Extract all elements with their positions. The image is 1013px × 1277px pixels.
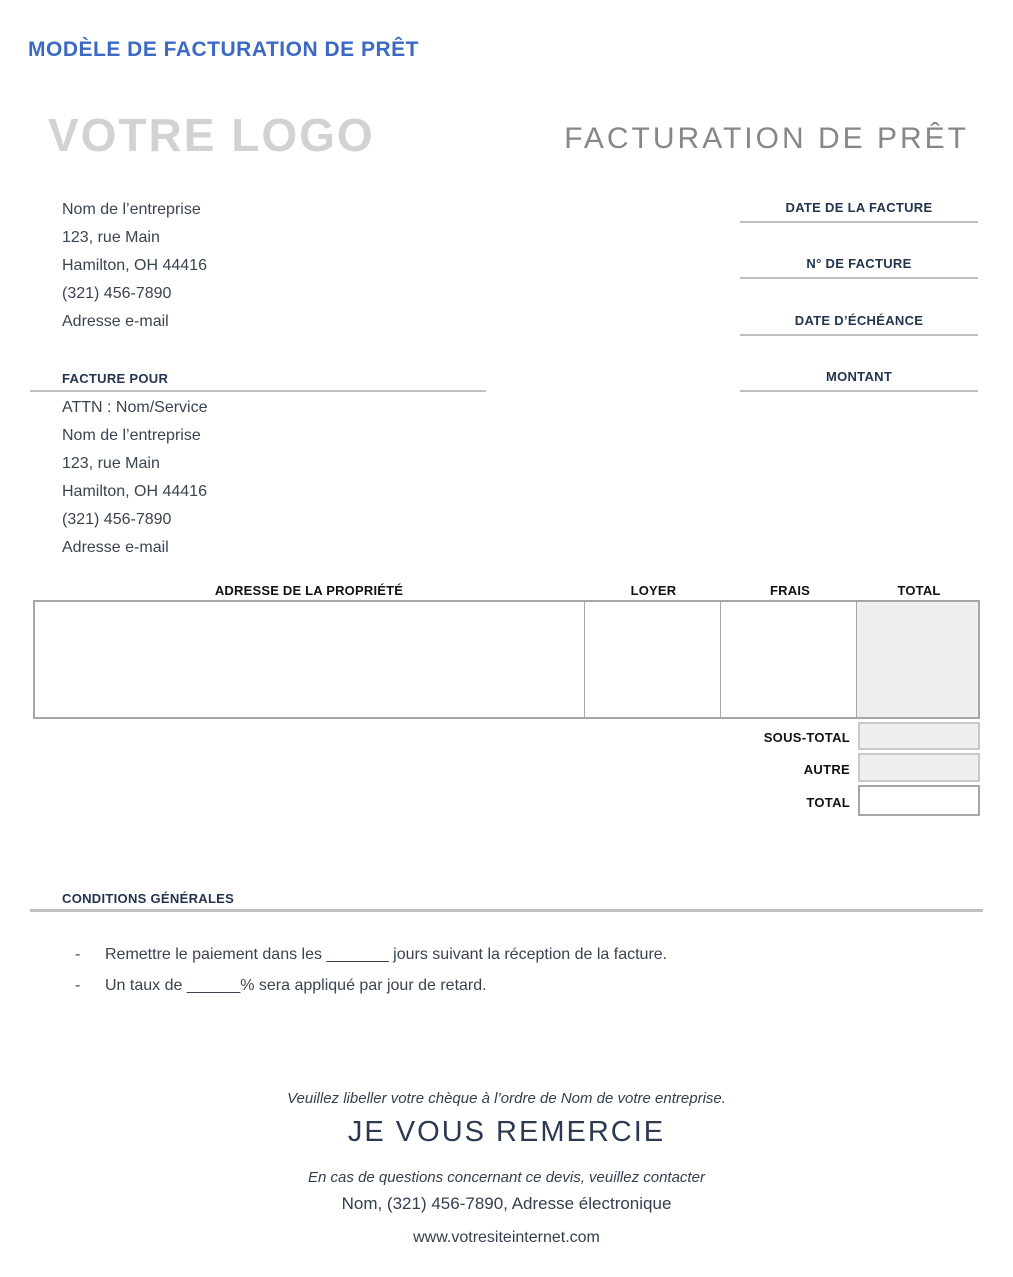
bullet-dash: - [75, 946, 81, 963]
invoice-number-input-line[interactable] [740, 277, 978, 279]
column-header-total: TOTAL [897, 583, 941, 598]
document-title: FACTURATION DE PRÊT [564, 122, 969, 155]
invoice-number-label: N° DE FACTURE [806, 256, 912, 271]
total-value-box[interactable] [858, 785, 980, 816]
terms-title: CONDITIONS GÉNÉRALES [62, 891, 235, 906]
invoice-field-date [740, 200, 978, 223]
term-text: Remettre le paiement dans les _______ jours suivant la réception de la facture. [105, 946, 668, 963]
company-city: Hamilton, OH 44416 [62, 257, 207, 274]
bill-to-phone: (321) 456-7890 [62, 511, 172, 528]
company-street: 123, rue Main [62, 229, 160, 246]
table-row [33, 600, 980, 719]
bill-to-divider [30, 390, 486, 392]
bullet-dash: - [75, 977, 81, 994]
cell-total[interactable] [857, 602, 978, 717]
website-link[interactable]: www.votresiteinternet.com [413, 1229, 600, 1246]
invoice-date-input-line[interactable] [740, 221, 978, 223]
column-header-property-address: ADRESSE DE LA PROPRIÉTÉ [214, 583, 404, 598]
column-header-fees: FRAIS [770, 583, 810, 598]
term-text: Un taux de ______% sera appliqué par jour de retard. [105, 977, 487, 994]
bill-to-email: Adresse e-mail [62, 539, 169, 556]
cheque-note: Veuillez libeller votre chèque à l’ordre de Nom de votre entreprise. [287, 1090, 726, 1107]
amount-input-line[interactable] [740, 390, 978, 392]
total-label: TOTAL [806, 795, 850, 810]
bill-to-company: Nom de l’entreprise [62, 427, 201, 444]
invoice-field-number [740, 256, 978, 279]
cell-rent[interactable] [585, 602, 721, 717]
cell-fees[interactable] [721, 602, 856, 717]
other-label: AUTRE [803, 762, 850, 777]
due-date-label: DATE D’ÉCHÉANCE [794, 313, 924, 328]
company-name: Nom de l’entreprise [62, 201, 201, 218]
thank-you-message: JE VOUS REMERCIE [347, 1116, 666, 1148]
bill-to-attn: ATTN : Nom/Service [62, 399, 208, 416]
due-date-input-line[interactable] [740, 334, 978, 336]
terms-divider [30, 909, 983, 912]
bill-to-city: Hamilton, OH 44416 [62, 483, 207, 500]
invoice-field-amount [740, 369, 978, 392]
term-item-late-rate [75, 977, 487, 995]
invoice-date-label: DATE DE LA FACTURE [785, 200, 933, 215]
cell-property-address[interactable] [35, 602, 585, 717]
bill-to-label: FACTURE POUR [62, 371, 169, 386]
bill-to-info [62, 394, 208, 562]
company-email: Adresse e-mail [62, 313, 169, 330]
logo-placeholder: VOTRE LOGO [48, 109, 375, 161]
column-header-rent: LOYER [630, 583, 677, 598]
invoice-field-due-date [740, 313, 978, 336]
amount-label: MONTANT [825, 369, 893, 384]
table-header-row [33, 583, 980, 598]
subtotal-value-box[interactable] [858, 722, 980, 750]
company-phone: (321) 456-7890 [62, 285, 172, 302]
contact-info: Nom, (321) 456-7890, Adresse électronique [341, 1194, 672, 1213]
contact-note: En cas de questions concernant ce devis, veuillez contacter [308, 1169, 705, 1186]
term-item-payment [75, 946, 667, 964]
company-info [62, 196, 207, 336]
subtotal-label: SOUS-TOTAL [763, 730, 850, 745]
bill-to-street: 123, rue Main [62, 455, 160, 472]
other-value-box[interactable] [858, 753, 980, 782]
page-title: MODÈLE DE FACTURATION DE PRÊT [28, 38, 419, 61]
